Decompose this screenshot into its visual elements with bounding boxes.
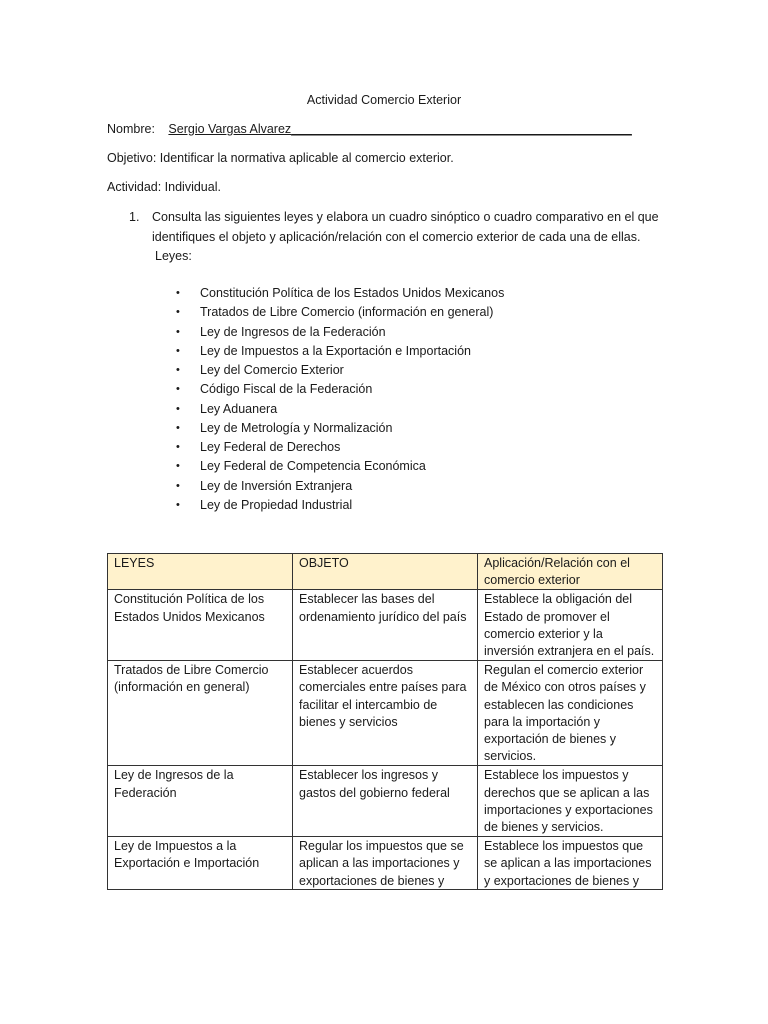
document-title: Actividad Comercio Exterior: [306, 93, 462, 107]
cell-ley: Constitución Política de los Estados Unidos Mexicanos: [108, 590, 293, 661]
leyes-label: Leyes:: [155, 249, 192, 263]
name-text: Sergio Vargas Alvarez: [168, 122, 292, 136]
list-item: • Ley Aduanera: [176, 400, 504, 419]
laws-list: [176, 284, 504, 515]
list-item: • Ley de Propiedad Industrial: [176, 496, 504, 515]
bullet-icon: •: [176, 306, 180, 319]
bullet-icon: •: [176, 441, 180, 453]
cell-objeto: [293, 837, 478, 890]
cell-ley: [108, 837, 293, 890]
bullet-icon: •: [176, 402, 180, 415]
cell-objeto: Establecer los ingresos y gastos del gobierno federal: [293, 766, 478, 837]
list-item: • Ley del Comercio Exterior: [176, 361, 504, 380]
bullet-icon: •: [176, 344, 180, 357]
objective-text: Objetivo: Identificar la normativa aplicable al comercio exterior.: [107, 151, 454, 165]
table-header-row: [108, 554, 663, 590]
bullet-icon: •: [176, 364, 180, 376]
list-item: • Constitución Política de los Estados Unidos Mexicanos: [176, 284, 504, 303]
bullet-icon: •: [176, 287, 180, 299]
cell-aplicacion-text: Establece los impuestos que se aplican a las importaciones y exportaciones de bienes y: [484, 839, 652, 888]
list-item: • Ley de Impuestos a la Exportación e Importación: [176, 342, 504, 361]
list-item: • Tratados de Libre Comercio (información en general): [176, 303, 504, 322]
name-value: [168, 122, 631, 136]
header-aplicacion: Aplicación/Relación con el comercio exterior: [478, 554, 663, 590]
cell-ley: Tratados de Libre Comercio (información en general): [108, 661, 293, 766]
table-row: [108, 837, 663, 890]
table-row: [108, 766, 663, 837]
name-line: [107, 122, 632, 136]
instruction-text: Consulta las siguientes leyes y elabora un cuadro sinóptico o cuadro comparativo en el que identifiques el objeto y aplicación/relación con el comercio exterior de cada una de ellas.: [152, 210, 659, 244]
cell-aplicacion: Establece los impuestos y derechos que se aplican a las importaciones y exportaciones de bienes y servicios.: [478, 766, 663, 837]
cell-aplicacion: Establece la obligación del Estado de promover el comercio exterior y la inversión extranjera en el país.: [478, 590, 663, 661]
bullet-icon: •: [176, 325, 180, 338]
instruction-item: [129, 208, 669, 267]
bullet-icon: •: [176, 383, 180, 396]
list-item: • Ley Federal de Derechos: [176, 438, 504, 457]
table-row: [108, 590, 663, 661]
cell-objeto: Establecer acuerdos comerciales entre países para facilitar el intercambio de bienes y servicios: [293, 661, 478, 766]
list-item: • Ley Federal de Competencia Económica: [176, 457, 504, 476]
comparison-table: [107, 553, 663, 890]
cell-aplicacion: [478, 837, 663, 890]
activity-text: Actividad: Individual.: [107, 180, 221, 194]
list-item: • Código Fiscal de la Federación: [176, 380, 504, 399]
list-item: • Ley de Metrología y Normalización: [176, 419, 504, 438]
list-item: • Ley de Inversión Extranjera: [176, 477, 504, 496]
instruction-number: 1.: [129, 210, 140, 224]
bullet-icon: •: [176, 421, 180, 434]
cell-aplicacion: Regulan el comercio exterior de México con otros países y establecen las condiciones para la importación y exportación de bienes y servicios.: [478, 661, 663, 766]
name-label: Nombre:: [107, 122, 155, 136]
cell-ley: Ley de Ingresos de la Federación: [108, 766, 293, 837]
bullet-icon: •: [176, 498, 180, 511]
cell-ley-text: Ley de Impuestos a la Exportación e Importación: [114, 839, 260, 871]
bullet-icon: •: [176, 460, 180, 473]
cell-objeto-text: Regular los impuestos que se aplican a las importaciones y exportaciones de bienes y: [299, 839, 464, 888]
name-fill-line: _________________________________________________: [291, 122, 632, 136]
cell-objeto: Establecer las bases del ordenamiento jurídico del país: [293, 590, 478, 661]
list-item: • Ley de Ingresos de la Federación: [176, 323, 504, 342]
header-leyes: LEYES: [108, 554, 293, 590]
header-objeto: OBJETO: [293, 554, 478, 590]
bullet-icon: •: [176, 479, 180, 492]
table-row: [108, 661, 663, 766]
